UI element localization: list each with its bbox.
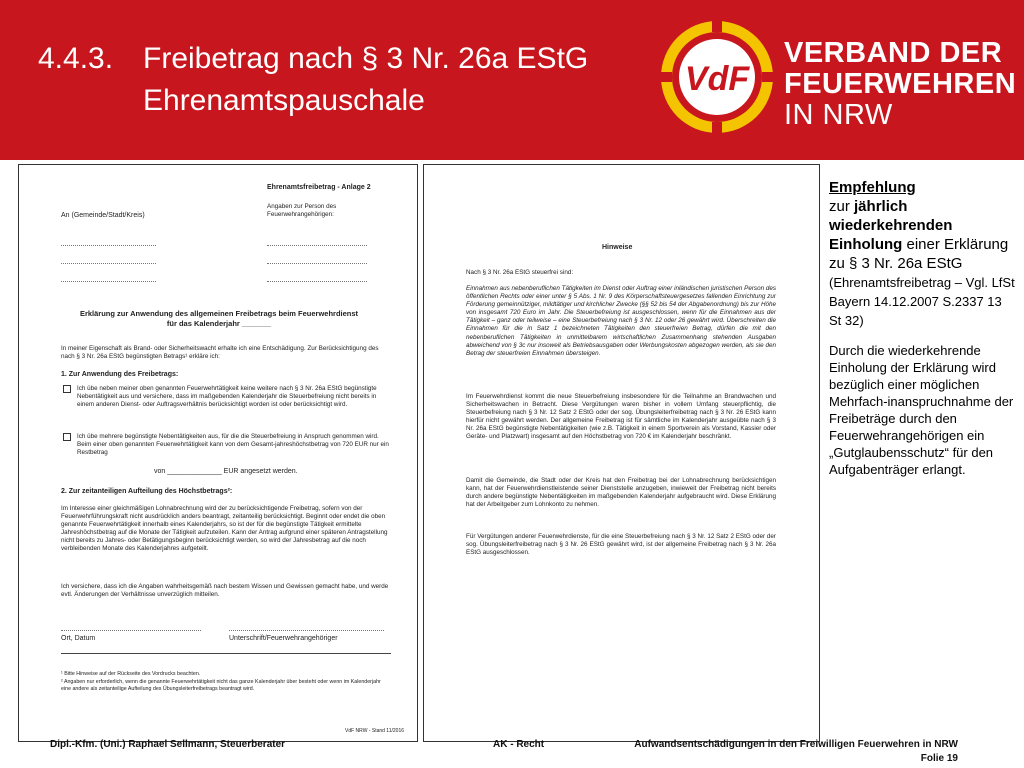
form-option-2: Ich übe mehrere begünstigte Nebentätigkeiten aus, für die die Steuerbefreiung in Anspruch genommen wird. Beim einer oben genannten Feuerwehrtätigkeit kann von dem Gesamt-jahreshöchstbetrag von 720 EUR nur ein Restbetrag xyxy=(77,433,389,457)
recommendation-paragraph-2: Durch die wiederkehrende Einholung der Erklärung wird bezüglich einer möglichen Mehrfach-inanspruchnahme der Freibeträge durch den Feuerwehrangehörigen ein „Gutglaubensschutz“ für den Aufgabenträger erlangt. xyxy=(829,343,1014,477)
form-section-2-text: Im Interesse einer gleichmäßigen Lohnabrechnung wird der zu berücksichtigende Freibetrag, sofern von der Feuerwehrführungskraft nicht ausdrücklich anders beantragt, zeitanteilig berücksichtigt. Beginnt oder endet die oben genannte Feuerwehrtätigkeit innerhalb eines Kalenderjahrs, so ist der für die begünstigte Tätigkeit ermittelte Jahreshöchstbetrag auf die Monate der Tätigkeit aufzuteilen. Kann der Antrag aufgrund einer späteren Antragstellung nicht bereits zu Jahres- oder Betätigungsbeginn berücksichtigt werden, so wird der Jahresbetrag auf die noch verbleibenden Monate des Kalenderjahres aufgeteilt. xyxy=(61,505,388,553)
logo-line-2: FEUERWEHREN xyxy=(784,68,1017,100)
form-angaben: Angaben zur Person des Feuerwehrangehörigen: xyxy=(267,203,337,219)
footer-group: AK - Recht xyxy=(493,739,545,750)
form-unterschrift: Unterschrift/Feuerwehrangehöriger xyxy=(229,635,338,642)
recommendation-zur: zur xyxy=(829,198,855,215)
hinweise-p5: Für Vergütungen anderer Feuerwehrdienste, für die eine Steuerbefreiung nach § 3 Nr. 12 Satz 2 EStG oder der sog. Übungsleiterfreibetrag nach § 3 Nr. 26 EStG gewährt wird, ist der allgemeine Freibetrag nach § 3 Nr. 26a EStG ausgeschlossen. xyxy=(466,533,776,557)
footer-topic: Aufwandsentschädigungen in den Freiwilligen Feuerwehren in NRW xyxy=(634,739,958,750)
title-line-2: Ehrenamtspauschale xyxy=(143,84,425,117)
form-ort-datum: Ort, Datum xyxy=(61,635,96,642)
form-footnote-2: ² Angaben nur erforderlich, wenn die genannte Feuerwehrtätigkeit nicht das ganze Kalenderjahr über besteht oder wenn im Kalenderjahr eine andere als zeitanteilige Aufteilung des Übungsleiterfreibetrags beantragt wird. xyxy=(61,679,381,692)
form-dotline xyxy=(267,281,367,282)
form-stand: VdF NRW - Stand 11/2016 xyxy=(345,728,405,734)
hinweise-page-image xyxy=(423,164,820,742)
form-title: Erklärung zur Anwendung des allgemeinen Freibetrags beim Feuerwehrdienst für das Kalenderjahr _______ xyxy=(79,309,359,328)
slide-title xyxy=(38,38,588,122)
recommendation-block xyxy=(829,178,1017,330)
form-dotline xyxy=(61,263,156,264)
form-option-1: Ich übe neben meiner oben genannten Feuerwehrtätigkeit keine weitere nach § 3 Nr. 26a EStG begünstigte Nebentätigkeit aus und versichere, dass im maßgebenden Kalenderjahr die Steuerbefreiung nicht bereits in einem anderen Dienst- oder Auftragsverhältnis berücksichtigt worden ist oder berücksichtigt wird. xyxy=(77,385,377,409)
footer-author: Dipl.-Kfm. (Uni.) Raphael Sellmann, Steuerberater xyxy=(50,739,286,750)
logo-line-3: IN NRW xyxy=(784,99,893,131)
hinweise-p2: Einnahmen aus nebenberuflichen Tätigkeiten im Dienst oder Auftrag einer inländischen juristischen Person des öffentlichen Rechts oder einer unter § 5 Abs. 1 Nr. 9 des Körperschaftsteuergesetzes fallenden Einrichtung zur Förderung gemeinnütziger, mildtätiger und kirchlicher Zwecke (§§ 52 bis 54 der Abgabenordnung) bis zur Höhe von insgesamt 720 Euro im Jahr. Die Steuerbefreiung ist ausgeschlossen, wenn für die Einnahmen aus der Tätigkeit – ganz oder teilweise – eine Steuerbefreiung nach § 3 Nr. 12 oder 26 gewährt wird. Überschreiten die Einnahmen für die in Satz 1 bezeichneten Tätigkeiten den steuerfreien Betrag, dürfen die mit den nebenberuflichen Tätigkeiten in unmittelbarem wirtschaftlichen Zusammenhang stehenden Ausgaben abweichend von § 3c nur insoweit als Betriebsausgaben oder Werbungskosten abgezogen werden, als sie den Betrag der steuerfreien Einnahmen übersteigen. xyxy=(466,285,776,357)
hinweise-p3: Im Feuerwehrdienst kommt die neue Steuerbefreiung insbesondere für die Teilnahme an Brandwachen und Sicherheitswachen in Betracht. Diese Vergütungen waren bisher in vollem Umfang steuerpflichtig, die Steuerbefreiung nach § 3 Nr. 12 Satz 2 EStG oder der sog. Übungsleiterfreibetrag nach § 3 Nr. 26 EStG kann hierfür nicht gewährt werden. Der allgemeine Freibetrag ist für sämtliche im Kalenderjahr ausgeübte nach § 3 Nr. 26a EStG begünstigte Nebentätigkeiten (wie z.B. Tätigkeit in einem Sportverein als Vorstand, Kassier oder Geräte- und Platzwart) insgesamt auf den Höchstbetrag von 720 € im Kalenderjahr beschränkt. xyxy=(466,393,776,441)
hinweise-title: Hinweise xyxy=(602,244,633,251)
logo-line-1: VERBAND DER xyxy=(784,37,1003,69)
form-footnote-1: ¹ Bitte Hinweise auf der Rückseite des Vordrucks beachten. xyxy=(61,671,201,677)
footer-slide-number: Folie 19 xyxy=(920,753,958,764)
option-1-checkbox xyxy=(63,385,71,393)
form-dotline xyxy=(61,630,201,631)
recommendation-reference: (Ehrenamtsfreibetrag – Vgl. LfSt Bayern 14.12.2007 S.2337 13 St 32) xyxy=(829,275,1015,328)
form-an: An (Gemeinde/Stadt/Kreis) xyxy=(61,212,145,219)
option-2-checkbox xyxy=(63,433,71,441)
recommendation-emphasis: jährlich wiederkehrenden Einholung xyxy=(829,198,953,253)
hinweise-p4: Damit die Gemeinde, die Stadt oder der Kreis hat den Freibetrag bei der Lohnabrechnung berücksichtigen kann, hat der Feuerwehrdienstleistende seiner Dienststelle anzugeben, inwieweit der Freibetrag nicht bereits durch andere begünstigte Nebentätigkeiten im maßgebenden Kalenderjahr aufgebraucht wird. Diese Erklärung hat der Arbeitgeber zum Lohnkonto zu nehmen. xyxy=(466,477,776,509)
vdf-logo xyxy=(648,6,1024,156)
logo-wordmark xyxy=(784,38,1016,131)
form-dotline xyxy=(267,245,367,246)
recommendation-panel xyxy=(829,178,1017,478)
form-dotline xyxy=(61,245,156,246)
recommendation-text: einer Erklärung zu § 3 Nr. 26a EStG xyxy=(829,236,1009,272)
title-line-1: Freibetrag nach § 3 Nr. 26a EStG xyxy=(143,42,589,75)
form-section-1: 1. Zur Anwendung des Freibetrags: xyxy=(61,371,179,378)
form-assurance: Ich versichere, dass ich die Angaben wahrheitsgemäß nach bestem Wissen und Gewissen gemacht habe, und werde evtl. Änderungen der Verhältnisse unverzüglich mitteilen. xyxy=(61,583,389,599)
hinweise-p1: Nach § 3 Nr. 26a EStG steuerfrei sind: xyxy=(466,269,574,276)
form-header: Ehrenamtsfreibetrag - Anlage 2 xyxy=(267,184,371,191)
emblem-letters: VdF xyxy=(684,60,750,98)
form-divider xyxy=(61,653,391,654)
recommendation-heading: Empfehlung xyxy=(829,179,916,196)
form-dotline xyxy=(229,630,384,631)
form-dotline xyxy=(61,281,156,282)
vdf-emblem-icon xyxy=(658,18,776,136)
declaration-form-image xyxy=(18,164,418,742)
form-section-2: 2. Zur zeitanteiligen Aufteilung des Höchstbetrags²: xyxy=(61,488,233,495)
form-dotline xyxy=(267,263,367,264)
section-number: 4.4.3. xyxy=(38,42,114,75)
form-restbetrag: von ______________ EUR angesetzt werden. xyxy=(154,468,298,475)
form-intro: In meiner Eigenschaft als Brand- oder Sicherheitswacht erhalte ich eine Entschädigung. Zur Berücksichtigung des nach § 3 Nr. 26a EStG begünstigten Betrags¹ erkläre ich: xyxy=(61,345,379,361)
